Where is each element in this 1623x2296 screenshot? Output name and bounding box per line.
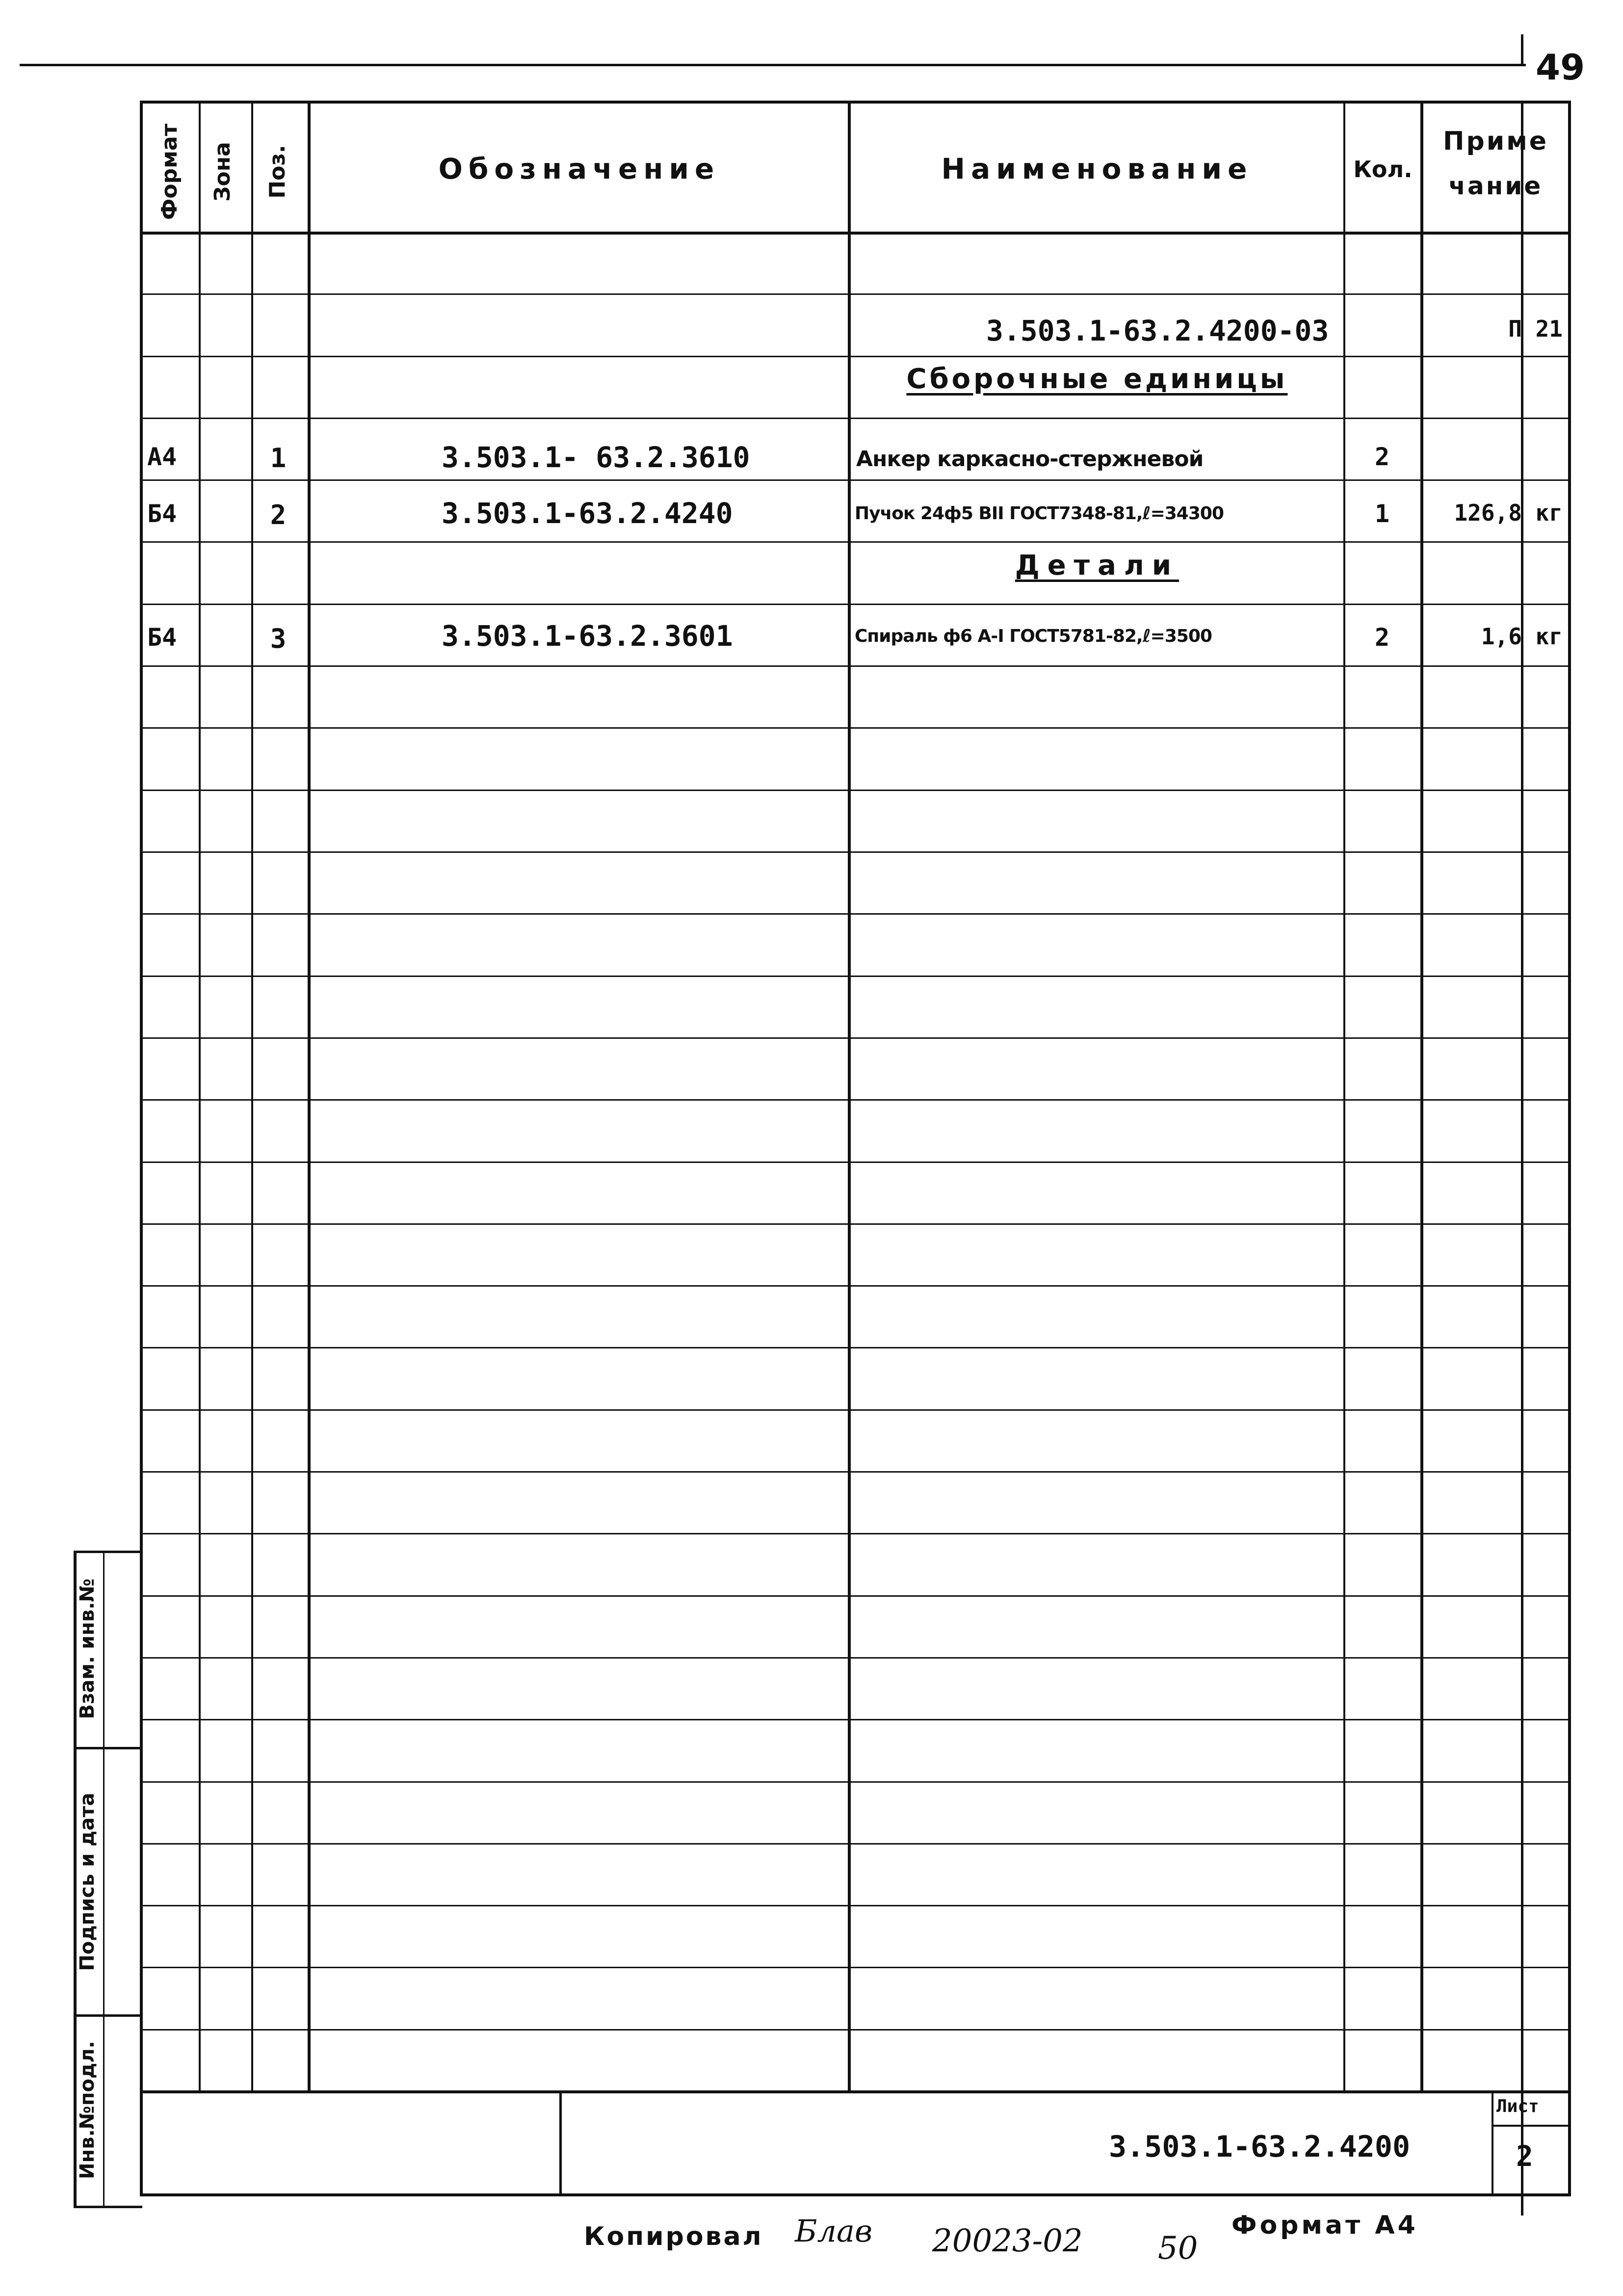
row-rule	[142, 1905, 1569, 1906]
page-counter: 50	[1158, 2230, 1198, 2267]
header-qty: Кол.	[1353, 156, 1413, 183]
row-rule	[142, 1843, 1569, 1845]
item3-qty: 2	[1374, 623, 1390, 652]
row-rule	[142, 1223, 1569, 1225]
item1-pos: 1	[270, 443, 287, 474]
item1-qty: 2	[1374, 443, 1390, 471]
item2-note: 126,8 кг	[1454, 500, 1563, 526]
side-label-inv-podl: Инв.№подл.	[76, 2041, 99, 2179]
row-rule	[142, 1781, 1569, 1783]
row-rule	[142, 356, 1569, 357]
item3-pos: 3	[270, 623, 287, 654]
page-number: 49	[1536, 47, 1585, 88]
row-rule	[142, 1967, 1569, 1968]
row-rule	[142, 1719, 1569, 1720]
item2-designation: 3.503.1-63.2.4240	[442, 497, 733, 530]
variant-note: П 21	[1508, 316, 1563, 342]
row-rule	[142, 851, 1569, 853]
row-rule	[142, 418, 1569, 419]
item1-name: Анкер каркасно-стержневой	[856, 447, 1204, 472]
item3-designation: 3.503.1-63.2.3601	[442, 619, 733, 653]
item2-name: Пучок 24ф5 ВII ГОСТ7348-81,ℓ=34300	[855, 503, 1224, 524]
row-rule	[142, 1471, 1569, 1473]
row-rule	[142, 293, 1569, 295]
header-pos: Поз.	[265, 145, 290, 199]
item2-format: Б4	[147, 500, 177, 528]
item2-qty: 1	[1374, 500, 1390, 528]
row-rule	[142, 1037, 1569, 1039]
row-rule	[142, 1409, 1569, 1411]
section-assemblies: Сборочные единицы	[906, 363, 1288, 395]
header-zone: Зона	[210, 142, 235, 202]
row-rule	[142, 1533, 1569, 1534]
title-designation: 3.503.1-63.2.4200	[1109, 2130, 1411, 2164]
side-label-podpis-data: Подпись и дата	[76, 1793, 99, 1971]
item3-note: 1,6 кг	[1481, 623, 1563, 650]
footer-format: Формат А4	[1231, 2211, 1418, 2240]
order-number: 20023-02	[932, 2223, 1083, 2259]
row-rule	[142, 604, 1569, 605]
row-rule	[142, 2029, 1569, 2031]
item3-format: Б4	[147, 623, 177, 652]
row-rule	[142, 1347, 1569, 1348]
row-rule	[142, 1595, 1569, 1597]
row-rule	[142, 727, 1569, 729]
row-rule	[142, 1161, 1569, 1163]
item3-name: Спираль ф6 А-I ГОСТ5781-82,ℓ=3500	[855, 626, 1212, 646]
row-rule	[142, 976, 1569, 977]
header-format: Формат	[157, 123, 182, 220]
header-note-1: Приме	[1443, 127, 1548, 156]
row-rule	[142, 665, 1569, 667]
item1-designation: 3.503.1- 63.2.3610	[442, 441, 750, 474]
header-designation: Обозначение	[438, 152, 720, 185]
header-note-2: чание	[1448, 172, 1543, 200]
sheet-label: Лист	[1496, 2096, 1539, 2116]
row-rule	[142, 790, 1569, 791]
row-rule	[142, 913, 1569, 915]
side-label-vzam-inv: Взам. инв.№	[76, 1578, 99, 1719]
footer-copied: Копировал	[584, 2222, 763, 2251]
copied-signature: Блав	[795, 2213, 873, 2249]
row-rule	[142, 1657, 1569, 1659]
item1-format: А4	[147, 443, 177, 471]
variant-designation: 3.503.1-63.2.4200-03	[986, 314, 1329, 347]
item2-pos: 2	[270, 500, 287, 530]
row-rule	[142, 479, 1569, 481]
row-rule	[142, 541, 1569, 543]
row-rule	[142, 1099, 1569, 1101]
sheet-number: 2	[1516, 2139, 1533, 2173]
section-details: Детали	[1015, 550, 1179, 581]
row-rule	[142, 1285, 1569, 1287]
header-name: Наименование	[941, 152, 1253, 185]
